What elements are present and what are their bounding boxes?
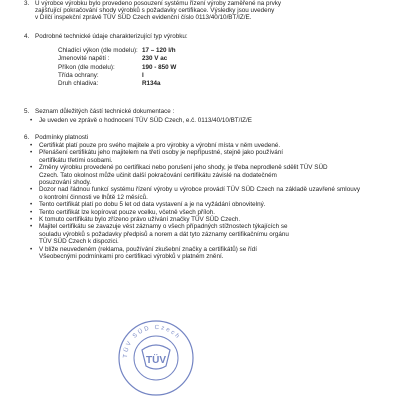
list-item (30, 186, 360, 201)
section-5-heading: Seznam důležitých částí technické dokumentace : (35, 108, 175, 115)
condition-line: certifikátu třetími osobami. (39, 156, 113, 164)
conditions-list (30, 142, 360, 261)
section-3-number: 3. (24, 0, 30, 7)
parameter-row (58, 47, 176, 55)
parameter-label: Příkon (dle modelu): (58, 63, 115, 71)
parameter-value: R134a (142, 80, 161, 88)
list-item (30, 117, 360, 124)
section-6-number: 6. (24, 134, 30, 141)
condition-line: Tento certifikát lze kopírovat pouze vcelku, včetně všech příloh. (39, 208, 216, 216)
condition-line: Majitel certifikátu se zavazuje vést záznamy o všech případných stížnostech týkajících se (39, 223, 288, 231)
tuv-stamp (116, 318, 196, 398)
list-item (30, 149, 360, 164)
bullet-mark: • (30, 149, 33, 157)
section-6 (24, 134, 88, 141)
bullet-mark: • (30, 223, 33, 231)
list-item (30, 201, 360, 208)
parameter-row (58, 64, 176, 72)
bullet-mark: • (30, 117, 33, 124)
section-5-number: 5. (24, 108, 30, 115)
parameter-value: 190 - 850 W (142, 63, 177, 71)
bullet-mark: • (30, 164, 33, 172)
bullet-mark: • (30, 186, 33, 194)
list-item (30, 164, 360, 186)
condition-line: Czech. Tato okolnost může učinit další pokračování certifikátu závislé na dodatečném (39, 171, 277, 179)
parameter-label: Druh chladiva: (58, 80, 99, 88)
list-item (30, 209, 360, 216)
parameter-row (58, 72, 176, 80)
parameter-row (58, 80, 176, 88)
condition-line: Certifikát platí pouze pro svého majitele a pro výrobky a výrobní místa v něm uvedené. (39, 142, 281, 149)
bullet-mark: • (30, 216, 33, 224)
condition-line: Změny výrobku provedené po certifikaci nebo porušení jeho shody, je třeba neprodleně sdělit TÜV SÜD (39, 164, 328, 172)
parameter-value: 17 – 120 l/h (142, 47, 176, 54)
list-item (30, 142, 360, 149)
condition-line: TÜV SÜD Czech k dispozici. (39, 238, 119, 246)
list-item (30, 223, 360, 245)
condition-line: K tomuto certifikátu bylo zřízeno právo užívání značky TÜV SÜD Czech. (39, 216, 241, 224)
condition-line: V blíže neuvedeném (reklama, používání zkušební značky a certifikátů) se řídí (39, 245, 258, 253)
parameter-label: Jmenovité napětí : (58, 55, 110, 63)
section-4-heading: Podrobné technické údaje charakterizující typ výrobku: (35, 33, 188, 40)
condition-line: Přenášení certifikátu jeho majitelem na třetí osoby je nepřípustné, stejně jako používání (39, 149, 283, 157)
parameter-label: Chladící výkon (dle modelu): (58, 47, 138, 54)
parameter-row (58, 55, 176, 63)
section-3 (24, 0, 379, 22)
list-item (30, 216, 360, 223)
section-3-line: U výrobce výrobku bylo provedeno posouzení systému řízení výroby zaměřené na prvky (35, 0, 282, 7)
section-3-line: v Dílčí inspekční zprávě TÜV SÜD Czech evidenční číslo 0113/40/10/BT/IZ/E. (35, 14, 252, 22)
condition-line: posuzování shody. (39, 179, 92, 187)
section-4-number: 4. (24, 33, 30, 40)
bullet-mark: • (30, 142, 33, 149)
parameter-table (58, 47, 176, 88)
bullet-mark: • (30, 208, 33, 216)
condition-line: souladu výrobků s požadavky předpisů a norem a dát tyto záznamy certifikačnímu orgánu (39, 230, 289, 238)
condition-line: Všeobecnými podmínkami pro certifikaci výrobků v platném znění. (39, 253, 224, 261)
section-4 (24, 33, 188, 40)
stamp-center-text: TÜV (146, 355, 166, 366)
bullet-mark: • (30, 201, 33, 209)
condition-line: Dozor nad řádnou funkcí systému řízení výroby u výrobce provádí TÜV SÜD Czech na základě uzavřené smlouvy o kontrolní činnosti ve lhůtě 12 měsíců. (39, 186, 360, 201)
parameter-value: I (142, 71, 144, 79)
tuv-seal-icon (116, 318, 196, 398)
section-5-list (30, 117, 360, 124)
section-5 (24, 108, 174, 115)
bullet-mark: • (30, 245, 33, 253)
section-6-heading: Podmínky platnosti (35, 134, 89, 141)
parameter-value: 230 V ac (142, 55, 168, 63)
section-5-item: Je uveden ve zprávě o hodnocení TÜV SÜD Czech, e.č. 0113/40/10/BT/IZ/E (39, 117, 252, 124)
stamp-ring-text: TÜV SÜD Czech (122, 324, 182, 359)
condition-line: Tento certifikát platí po dobu 5 let od data vystavení a je na vyžádání obnovitelný. (39, 201, 266, 209)
section-3-line: zajišťující pokračování shody výrobků s požadavky certifikace. Výsledky jsou uvedeny (35, 7, 275, 15)
parameter-label: Třída ochrany: (58, 71, 99, 79)
list-item (30, 246, 360, 261)
